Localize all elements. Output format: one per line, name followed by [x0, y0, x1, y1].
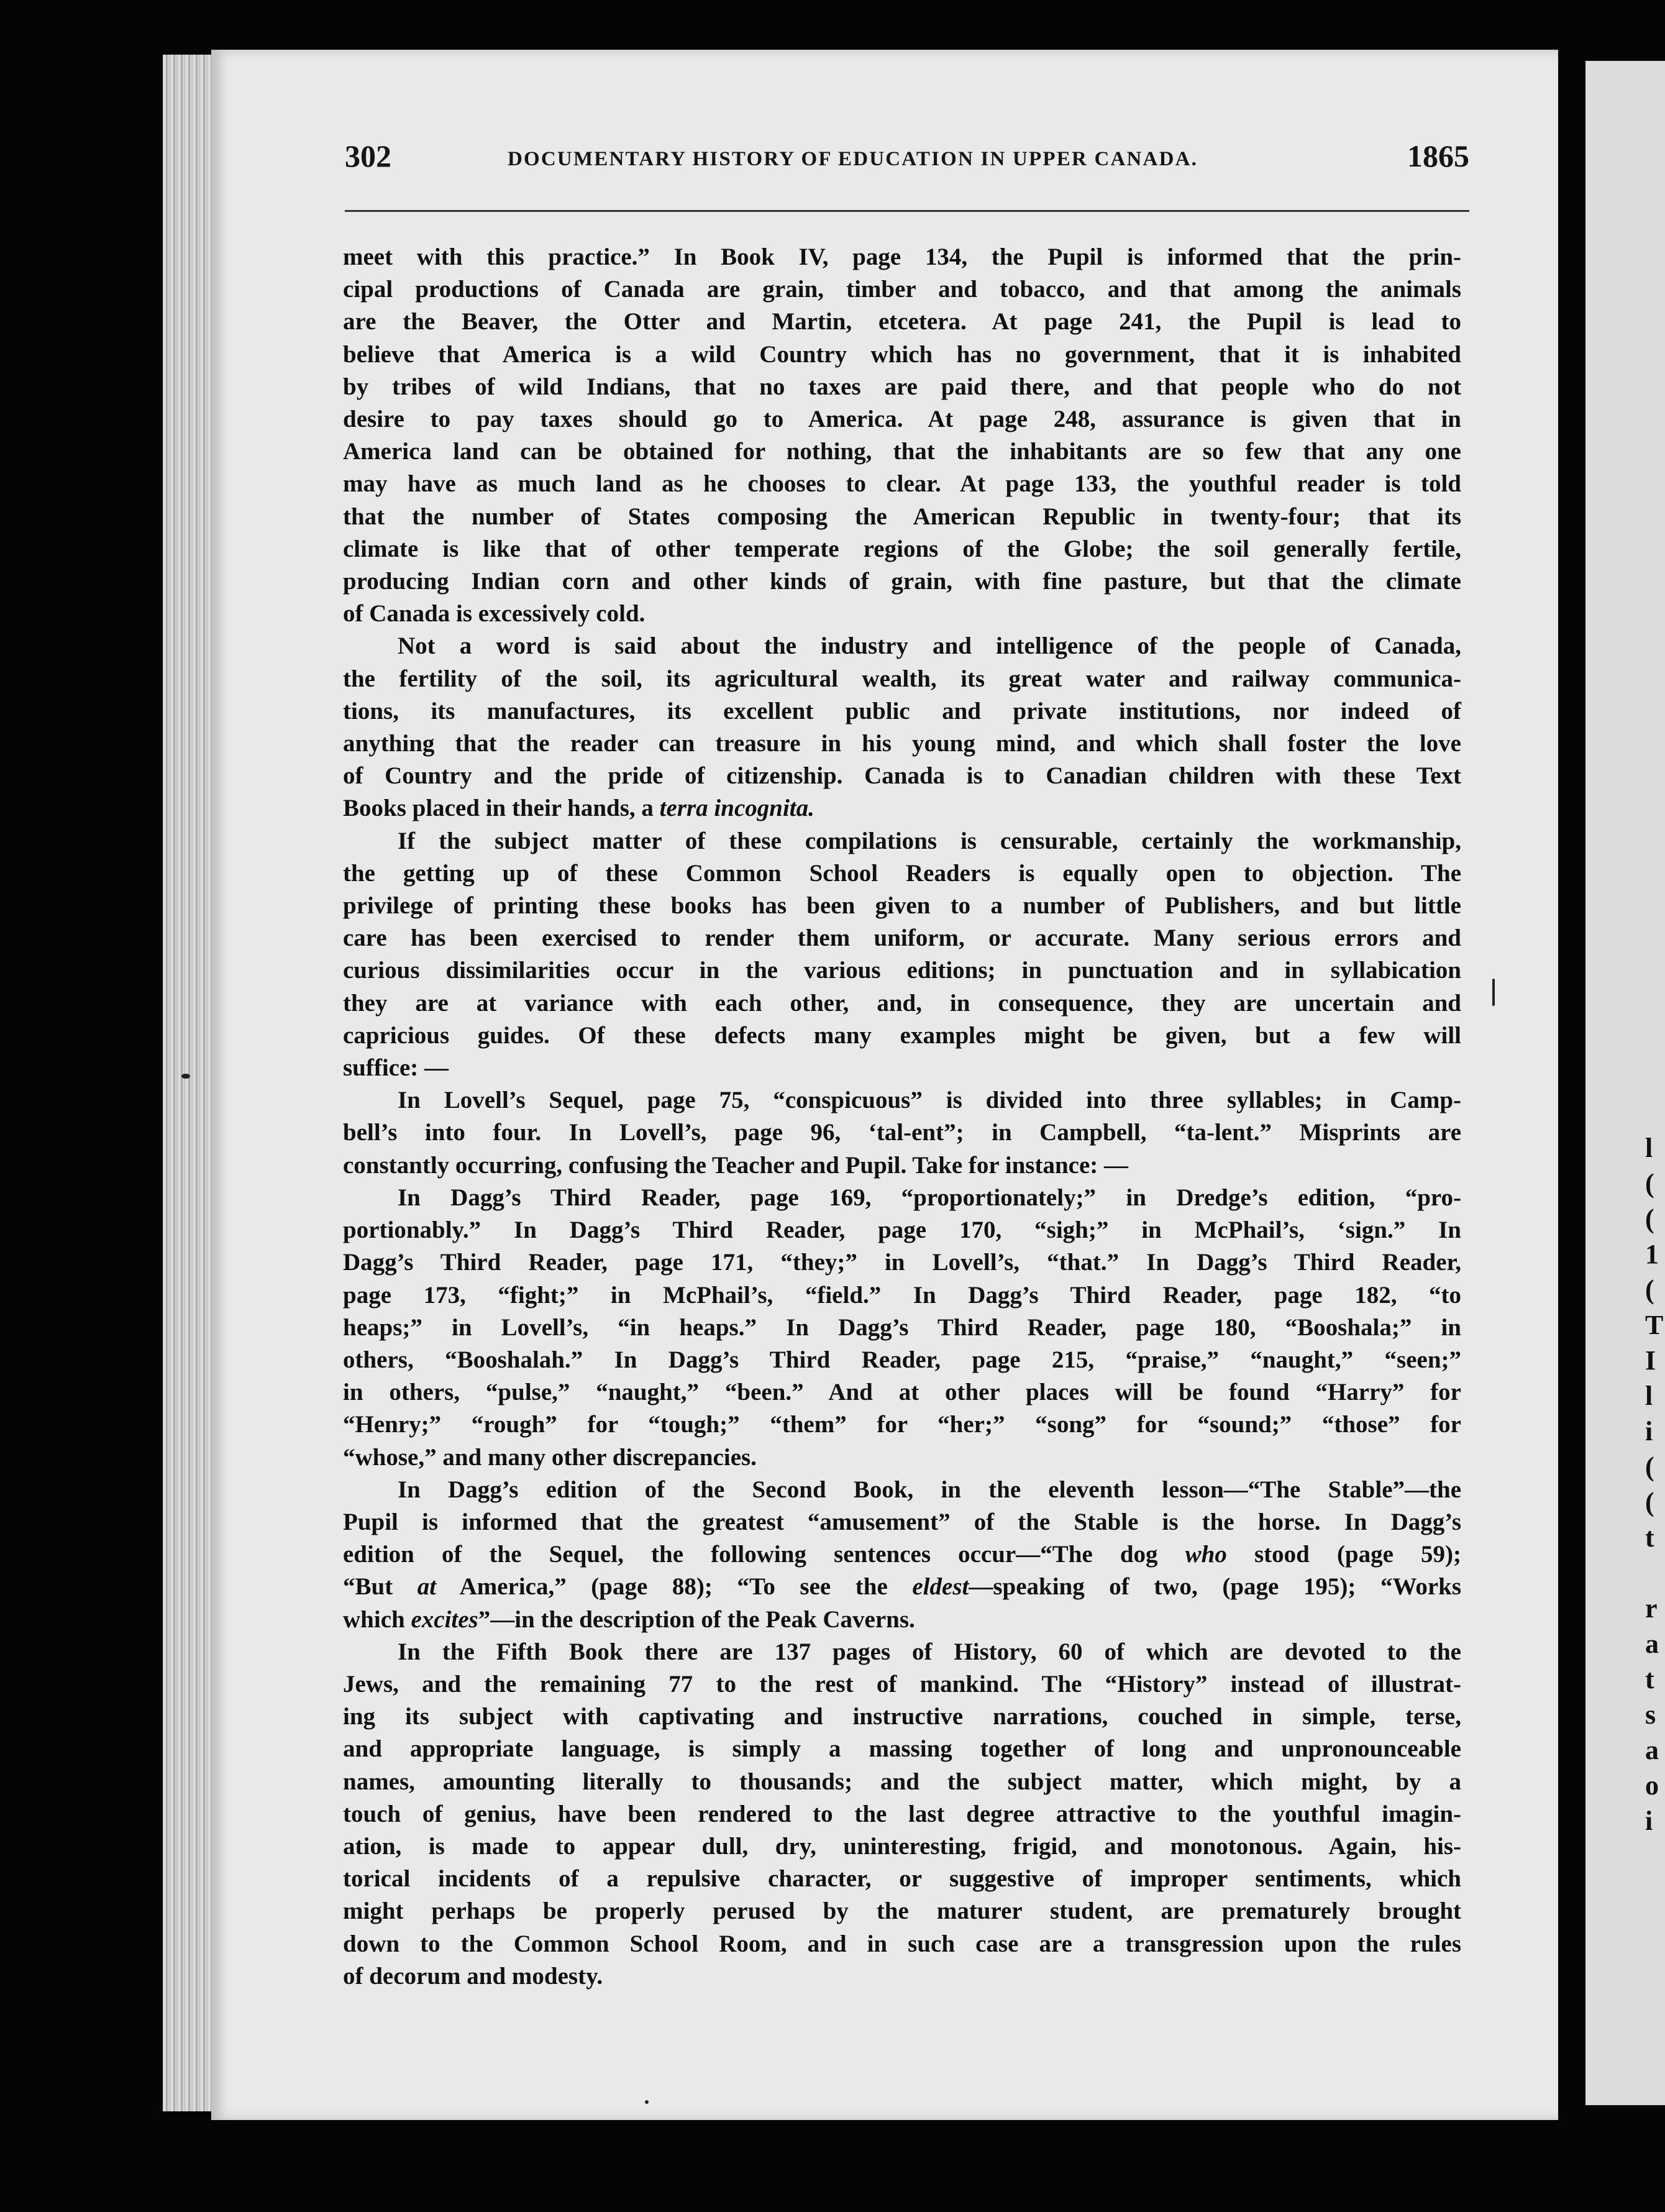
- running-title: DOCUMENTARY HISTORY OF EDUCATION IN UPPER CANADA.: [508, 148, 1198, 170]
- fragment: T: [1645, 1310, 1664, 1340]
- fragment: i: [1645, 1416, 1653, 1446]
- fragment: t: [1645, 1664, 1654, 1694]
- text-line: producing Indian corn and other kinds of grain, with fine pasture, but that the climate: [343, 568, 1461, 595]
- text-line: [343, 792, 1461, 825]
- italic-word: excites: [411, 1606, 478, 1633]
- text-run: “But: [343, 1573, 393, 1601]
- fragment: o: [1645, 1770, 1659, 1801]
- facing-page-fragments: [1645, 1131, 1665, 1839]
- italic-word: at: [417, 1573, 437, 1601]
- text-line: down to the Common School Room, and in such case are a transgression upon the rules: [343, 1930, 1461, 1957]
- text-line: believe that America is a wild Country which has no government, that it is inhabited: [343, 340, 1461, 368]
- text-line: the getting up of these Common School Readers is equally open to objection. The: [343, 859, 1461, 887]
- text-line: Dagg’s Third Reader, page 171, “they;” in Lovell’s, “that.” In Dagg’s Third Reader,: [343, 1249, 1461, 1276]
- text-line: In Lovell’s Sequel, page 75, “conspicuous” is divided into three syllables; in Camp-: [398, 1087, 1461, 1114]
- page-number: 302: [345, 139, 391, 173]
- ink-speck: [181, 1074, 190, 1079]
- text-line: suffice: —: [343, 1054, 449, 1082]
- fragment: l: [1645, 1133, 1653, 1163]
- text-line: of Canada is excessively cold.: [343, 600, 645, 628]
- text-line: In the Fifth Book there are 137 pages of History, 60 of which are devoted to the: [398, 1638, 1461, 1665]
- text-line: bell’s into four. In Lovell’s, page 96, ‘tal-ent”; in Campbell, “ta-lent.” Misprints are: [343, 1119, 1461, 1146]
- text-line: anything that the reader can treasure in his young mind, and which shall foster the love: [343, 730, 1461, 757]
- text-line: ation, is made to appear dull, dry, uninteresting, frigid, and monotonous. Again, his-: [343, 1832, 1461, 1860]
- text-line: portionably.” In Dagg’s Third Reader, page 170, “sigh;” in McPhail’s, ‘sign.” In: [343, 1217, 1461, 1244]
- text-line: are the Beaver, the Otter and Martin, etcetera. At page 241, the Pupil is lead to: [343, 308, 1461, 336]
- italic-word: eldest: [912, 1573, 969, 1601]
- text-line: capricious guides. Of these defects many examples might be given, but a few will: [343, 1021, 1461, 1049]
- text-run: edition of the Sequel, the following sentences occur—“The dog: [343, 1541, 1158, 1568]
- text-line: curious dissimilarities occur in the various editions; in punctuation and in syllabication: [343, 957, 1461, 984]
- ink-speck: [645, 2100, 649, 2104]
- text-line: [343, 1604, 1461, 1636]
- italic-phrase: terra incognita.: [659, 795, 814, 822]
- text-line: the fertility of the soil, its agricultural wealth, its great water and railway communica-: [343, 665, 1461, 692]
- fragment: (: [1645, 1274, 1654, 1305]
- text-line: desire to pay taxes should go to America. At page 248, assurance is given that in: [343, 406, 1461, 433]
- ink-speck: [1492, 979, 1495, 1006]
- text-run: which: [343, 1606, 405, 1633]
- text-line: they are at variance with each other, and, in consequence, they are uncertain and: [343, 989, 1461, 1017]
- body-text: [343, 241, 1461, 1993]
- header-rule: [345, 210, 1469, 212]
- text-run: —speaking of two, (page 195); “Works: [969, 1573, 1461, 1601]
- text-run: stood (page 59);: [1254, 1541, 1462, 1568]
- text-line: In Dagg’s Third Reader, page 169, “proportionately;” in Dredge’s edition, “pro-: [398, 1184, 1461, 1211]
- fragment: (: [1645, 1204, 1654, 1234]
- text-line: in others, “pulse,” “naught,” “been.” And at other places will be found “Harry” for: [343, 1379, 1461, 1406]
- text-line: ing its subject with captivating and instructive narrations, couched in simple, terse,: [343, 1703, 1461, 1730]
- header-year: 1865: [1407, 139, 1469, 173]
- fragment: l: [1645, 1381, 1653, 1411]
- text-line: climate is like that of other temperate regions of the Globe; the soil generally fertile,: [343, 535, 1461, 562]
- text-line: care has been exercised to render them uniform, or accurate. Many serious errors and: [343, 925, 1461, 952]
- text-line: privilege of printing these books has been given to a number of Publishers, and but little: [343, 892, 1461, 920]
- fragment: r: [1645, 1593, 1658, 1624]
- text-line: of Country and the pride of citizenship. Canada is to Canadian children with these Text: [343, 762, 1461, 790]
- text-line: In Dagg’s edition of the Second Book, in the eleventh lesson—“The Stable”—the: [398, 1476, 1461, 1503]
- text-line: might perhaps be properly perused by the maturer student, are prematurely brought: [343, 1898, 1461, 1925]
- fragment: [1645, 1556, 1665, 1591]
- text-line: “whose,” and many other discrepancies.: [343, 1443, 757, 1471]
- text-line: [343, 1538, 1461, 1571]
- text-line: Jews, and the remaining 77 to the rest of mankind. The “History” instead of illustrat-: [343, 1670, 1461, 1698]
- text-run: ”—in the description of the Peak Caverns.: [478, 1606, 915, 1633]
- fragment: t: [1645, 1522, 1654, 1553]
- fragment: a: [1645, 1629, 1659, 1659]
- text-line: tions, its manufactures, its excellent public and private institutions, nor indeed of: [343, 697, 1461, 724]
- page-header: [345, 138, 1469, 181]
- text-line: heaps;” in Lovell’s, “in heaps.” In Dagg’s Third Reader, page 180, “Booshala;” in: [343, 1314, 1461, 1341]
- text-line: Pupil is informed that the greatest “amusement” of the Stable is the horse. In Dagg’s: [343, 1508, 1461, 1535]
- fragment: (: [1645, 1168, 1654, 1199]
- fragment: 1: [1645, 1239, 1659, 1269]
- text-line: page 173, “fight;” in McPhail’s, “field.” In Dagg’s Third Reader, page 182, “to: [343, 1281, 1461, 1309]
- text-line: Not a word is said about the industry and intelligence of the people of Canada,: [398, 633, 1461, 660]
- text-line: may have as much land as he chooses to clear. At page 133, the youthful reader is told: [343, 470, 1461, 498]
- text-line: of decorum and modesty.: [343, 1962, 603, 1990]
- fragment: i: [1645, 1806, 1653, 1836]
- text-line: constantly occurring, confusing the Teacher and Pupil. Take for instance: —: [343, 1151, 1129, 1179]
- text-line: names, amounting literally to thousands; and the subject matter, which might, by a: [343, 1768, 1461, 1795]
- text-line: others, “Booshalah.” In Dagg’s Third Reader, page 215, “praise,” “naught,” “seen;”: [343, 1346, 1461, 1373]
- text-line: torical incidents of a repulsive character, or suggestive of improper sentiments, which: [343, 1865, 1461, 1893]
- text-line: touch of genius, have been rendered to the last degree attractive to the youthful imagin-: [343, 1800, 1461, 1827]
- text-line: “Henry;” “rough” for “tough;” “them” for “her;” “song” for “sound;” “those” for: [343, 1411, 1461, 1438]
- fragment: I: [1645, 1345, 1656, 1376]
- text-run: Books placed in their hands, a: [343, 795, 654, 822]
- fragment: a: [1645, 1735, 1659, 1765]
- italic-word: who: [1185, 1541, 1227, 1568]
- text-run: America,” (page 88); “To see the: [459, 1573, 888, 1601]
- text-line: cipal productions of Canada are grain, timber and tobacco, and that among the animals: [343, 276, 1461, 303]
- text-line: and appropriate language, is simply a massing together of long and unpronounceable: [343, 1735, 1461, 1763]
- text-line: meet with this practice.” In Book IV, page 134, the Pupil is informed that the prin-: [343, 244, 1461, 270]
- text-line: If the subject matter of these compilations is censurable, certainly the workmanship,: [398, 827, 1461, 854]
- text-line: by tribes of wild Indians, that no taxes are paid there, and that people who do not: [343, 373, 1461, 400]
- fragment: (: [1645, 1487, 1654, 1517]
- text-line: [343, 1571, 1461, 1603]
- text-line: America land can be obtained for nothing, that the inhabitants are so few that any one: [343, 438, 1461, 465]
- fragment: (: [1645, 1451, 1654, 1482]
- text-line: that the number of States composing the American Republic in twenty-four; that its: [343, 503, 1461, 530]
- fragment: s: [1645, 1699, 1656, 1730]
